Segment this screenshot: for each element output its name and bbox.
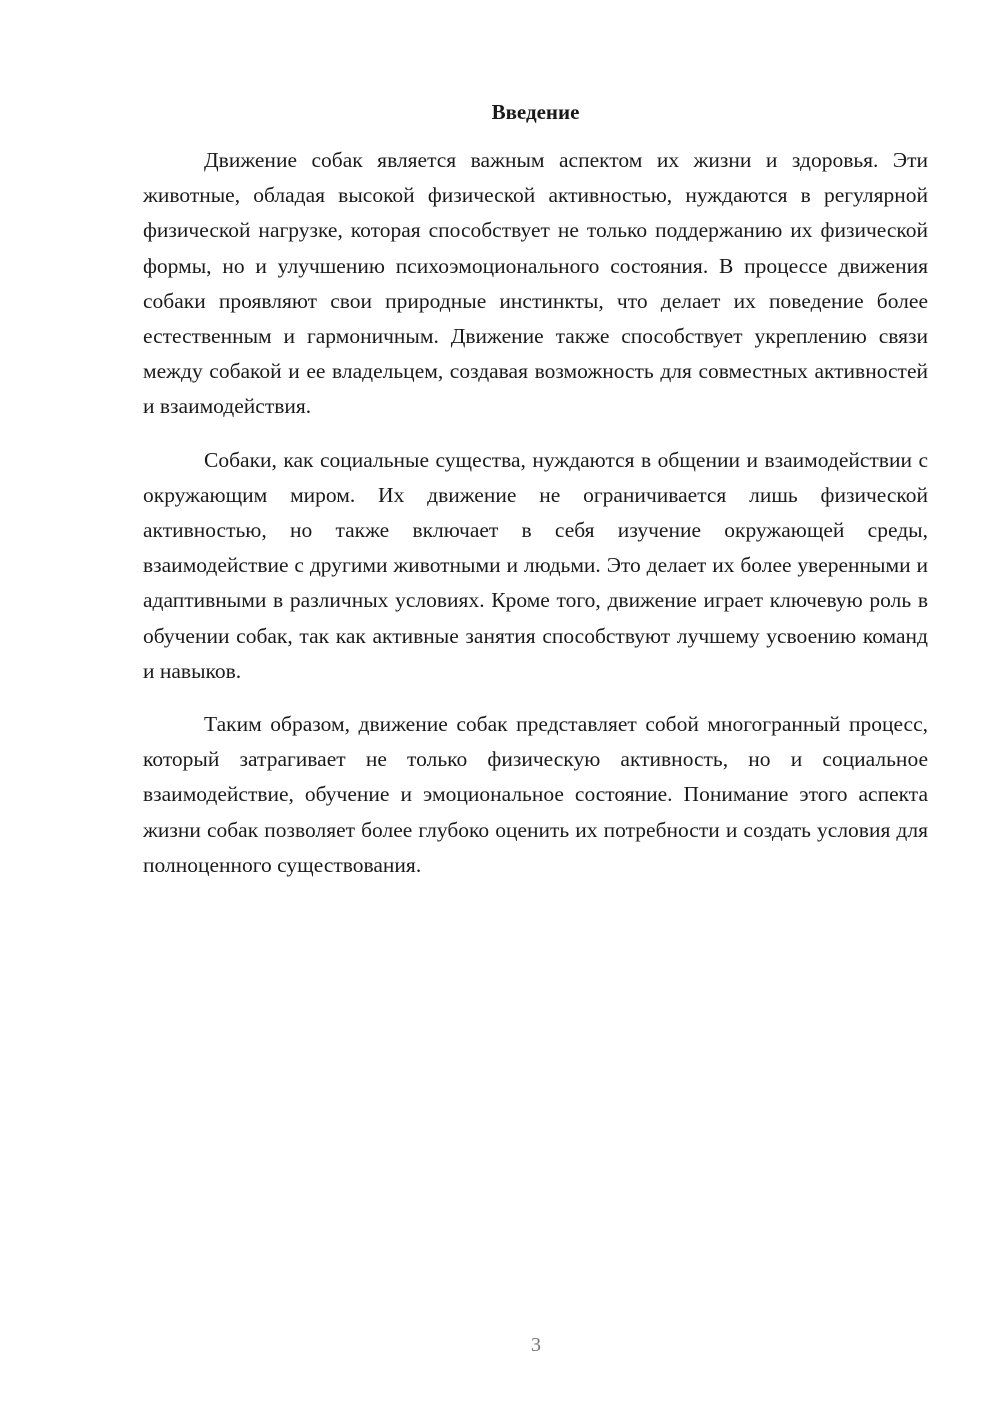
page-number: 3	[531, 1334, 541, 1356]
body-text	[143, 143, 928, 901]
paragraph: Движение собак является важным аспектом их жизни и здоровья. Эти животные, обладая высокой физической активностью, нуждаются в регулярной физической нагрузке, которая способствует не только поддержанию их физической формы, но и улучшению психоэмоционального состояния. В процессе движения собаки проявляют свои природные инстинкты, что делает их поведение более естественным и гармоничным. Движение также способствует укреплению связи между собакой и ее владельцем, создавая возможность для совместных активностей и взаимодействия.	[143, 148, 928, 419]
paragraph: Собаки, как социальные существа, нуждаются в общении и взаимодействии с окружающим миром. Их движение не ограничивается лишь физической активностью, но также включает в себя изучение окружающей среды, взаимодействие с другими животными и людьми. Это делает их более уверенными и адаптивными в различных условиях. Кроме того, движение играет ключевую роль в обучении собак, так как активные занятия способствуют лучшему усвоению команд и навыков.	[143, 447, 928, 683]
section-title: Введение	[491, 100, 580, 124]
paragraph: Таким образом, движение собак представляет собой многогранный процесс, который затрагивает не только физическую активность, но и социальное взаимодействие, обучение и эмоциональное состояние. Понимание этого аспекта жизни собак позволяет более глубоко оценить их потребности и создать условия для полноценного существования.	[143, 712, 928, 877]
